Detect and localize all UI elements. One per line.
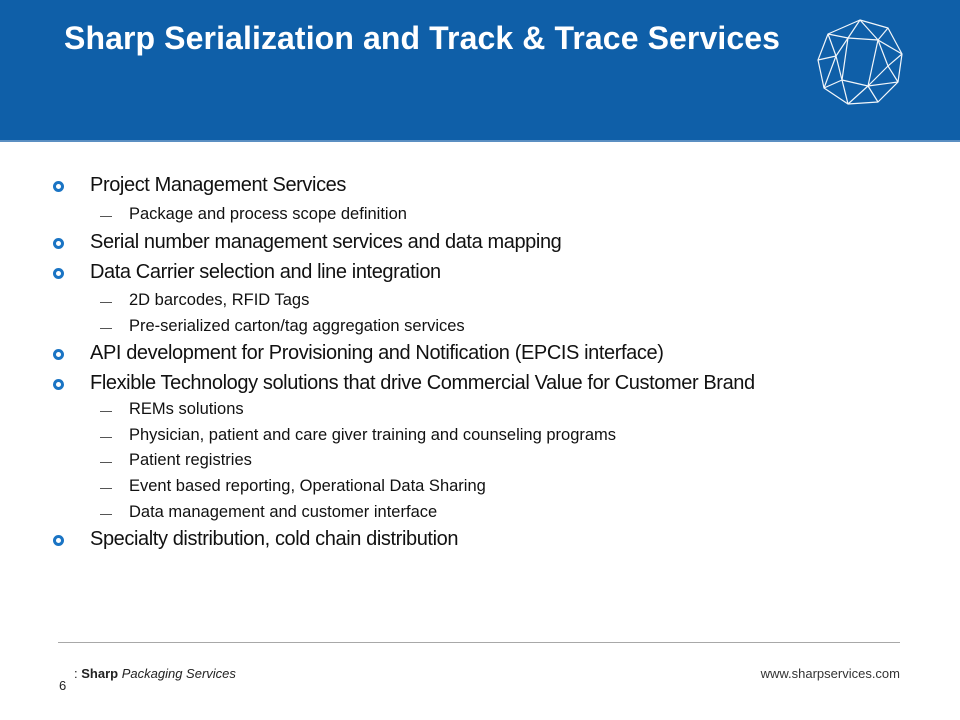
bullet-icon [53, 535, 64, 546]
bullet-text: Data Carrier selection and line integration [90, 261, 441, 283]
footer-url[interactable]: www.sharpservices.com [760, 666, 900, 681]
dash-icon [100, 411, 112, 412]
page-number: 6 [59, 678, 67, 693]
dash-icon [100, 328, 112, 329]
bullet-icon [53, 181, 64, 192]
bullet-icon [53, 379, 64, 390]
bullet-text: Specialty distribution, cold chain distribution [90, 528, 459, 550]
dash-icon [100, 462, 112, 463]
bullet-text: 2D barcodes, RFID Tags [129, 291, 310, 309]
dash-icon [100, 514, 112, 515]
bullet-text: API development for Provisioning and Notification (EPCIS interface) [90, 342, 664, 364]
dash-icon [100, 216, 112, 217]
bullet-icon [53, 268, 64, 279]
bullet-text: Project Management Services [90, 174, 346, 196]
footer-tagline: Packaging Services [121, 666, 236, 681]
dash-icon [100, 488, 112, 489]
bullet-text: Flexible Technology solutions that drive Commercial Value for Customer Brand [90, 372, 755, 394]
bullet-text: Pre-serialized carton/tag aggregation services [129, 317, 465, 335]
title-banner [0, 0, 960, 142]
bullet-text: Package and process scope definition [129, 205, 407, 223]
dash-icon [100, 437, 112, 438]
slide-title: Sharp Serialization and Track & Trace Services [64, 20, 781, 56]
dash-icon [100, 302, 112, 303]
footer-divider [58, 642, 900, 643]
bullet-text: Serial number management services and data mapping [90, 231, 562, 253]
bullet-text: Physician, patient and care giver training and counseling programs [129, 426, 617, 444]
footer-brand-name: Sharp [81, 666, 119, 681]
bullet-text: REMs solutions [129, 400, 244, 418]
bullet-icon [53, 238, 64, 249]
bullet-text: Patient registries [129, 451, 252, 469]
bullet-text: Event based reporting, Operational Data Sharing [129, 477, 486, 495]
geometric-polyhedron-icon [816, 18, 904, 106]
footer-separator: : [74, 666, 78, 681]
bullet-icon [53, 349, 64, 360]
bullet-text: Data management and customer interface [129, 503, 438, 521]
footer-brand [74, 666, 236, 681]
